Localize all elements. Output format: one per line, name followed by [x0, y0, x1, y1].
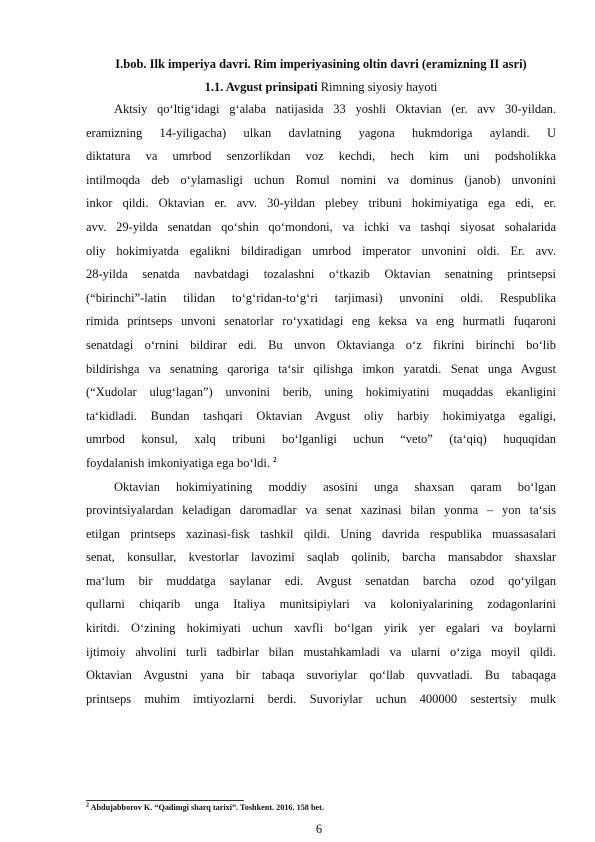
text-line: bildirishga va senatning qaroriga taʻsir qilishga imkon yaratdi. Senat unga Avgust: [86, 361, 556, 376]
footnote-divider: [86, 800, 244, 801]
footnote: [86, 803, 324, 812]
section-subtitle: Rimning siyosiy hayoti: [317, 80, 438, 94]
text-line: foydalanish imkoniyatiga ega boʻldi.: [86, 455, 270, 470]
text-line: taʻkidladi. Bundan tashqari Oktavian Avgust oliy harbiy hokimiyatga egaligi,: [86, 408, 556, 423]
text-line: printseps muhim imtiyozlarni berdi. Suvoriylar uchun 400000 sestertsiy mulk: [86, 691, 556, 706]
text-line-last: [86, 452, 556, 476]
text-line: kiritdi. Oʻzining hokimiyati uchun xavfli boʻlgan yirik yer egalari va boylarni: [86, 621, 556, 636]
text-line: qullarni chiqarib unga Italiya munitsipiylari va koloniyalarining zodagonlarini: [86, 597, 556, 612]
body-text: [86, 98, 556, 711]
text-line: senat, konsullar, kvestorlar lavozimi saqlab qolinib, barcha mansabdor shaxslar: [86, 550, 556, 565]
text-line: provintsiyalardan keladigan daromadlar va senat xazinasi bilan yonma – yon taʻsis: [86, 503, 556, 518]
text-line: Oktavian Avgustni yana bir tabaqa suvoriylar qoʻllab quvvatladi. Bu tabaqaga: [86, 668, 556, 683]
chapter-heading: I.bob. Ilk imperiya davri. Rim imperiyasining oltin davri (eramizning II asri): [115, 57, 527, 71]
text-line: (“birinchi”-latin tilidan toʻgʻridan-toʻgʻri tarjimasi) unvonini oldi. Respublika: [86, 290, 556, 305]
text-line: rimida printseps unvoni senatorlar roʻyxatidagi eng keksa va eng hurmatli fuqaroni: [86, 314, 556, 329]
text-line: umrbod konsul, xalq tribuni boʻlganligi uchun “veto” (taʻqiq) huquqidan: [86, 432, 556, 447]
text-line: oliy hokimiyatda egalikni bildiradigan umrbod imperator unvonini oldi. Er. avv.: [86, 243, 556, 258]
footnote-text: Abdujabborov K. “Qadimgi sharq tarixi”. Toshkent. 2016. 158 bet.: [89, 803, 324, 812]
text-line: ijtimoiy ahvolini turli tadbirlar bilan mustahkamladi va ularni oʻziga moyil qildi.: [86, 644, 556, 659]
section-heading: [86, 80, 556, 95]
text-line: Aktsiy qoʻltigʻidagi gʻalaba natijasida 33 yoshli Oktavian (er. avv 30-yildan.: [114, 102, 556, 116]
section-number-title: 1.1. Avgust prinsipati: [204, 80, 318, 94]
text-line: inkor qildi. Oktavian er. avv. 30-yildan plebey tribuni hokimiyatiga ega edi, er.: [86, 196, 556, 211]
footnote-reference[interactable]: 2: [273, 455, 277, 464]
text-line: diktatura va umrbod senzorlikdan voz kechdi, hech kim uni podsholikka: [86, 149, 556, 164]
text-line: etilgan printseps xazinasi-fisk tashkil qildi. Uning davrida respublika muassasalari: [86, 526, 556, 541]
text-line: Oktavian hokimiyatining moddiy asosini unga shaxsan qaram boʻlgan: [114, 479, 556, 494]
text-line: (“Xudolar ulugʻlagan”) unvonini berib, uning hokimiyatini muqaddas ekanligini: [86, 385, 556, 400]
text-line: intilmoqda deb oʻylamasligi uchun Romul nomini va dominus (janob) unvonini: [86, 172, 556, 187]
page-number: 6: [315, 822, 323, 836]
footnote-number: 2: [86, 802, 89, 809]
text-line: 28-yilda senatda navbatdagi tozalashni oʻtkazib Oktavian senatning printsepsi: [86, 267, 556, 282]
text-line: eramizning 14-yiligacha) ulkan davlatning yagona hukmdoriga aylandi. U: [86, 125, 556, 140]
text-line: maʻlum bir muddatga saylanar edi. Avgust senatdan barcha ozod qoʻyilgan: [86, 573, 556, 588]
text-line: senatdagi oʻrnini bildirar edi. Bu unvon Oktavianga oʻz fikrini birinchi boʻlib: [86, 337, 556, 352]
text-line: avv. 29-yilda senatdan qoʻshin qoʻmondoni, va ichki va tashqi siyosat sohalarida: [86, 219, 556, 234]
